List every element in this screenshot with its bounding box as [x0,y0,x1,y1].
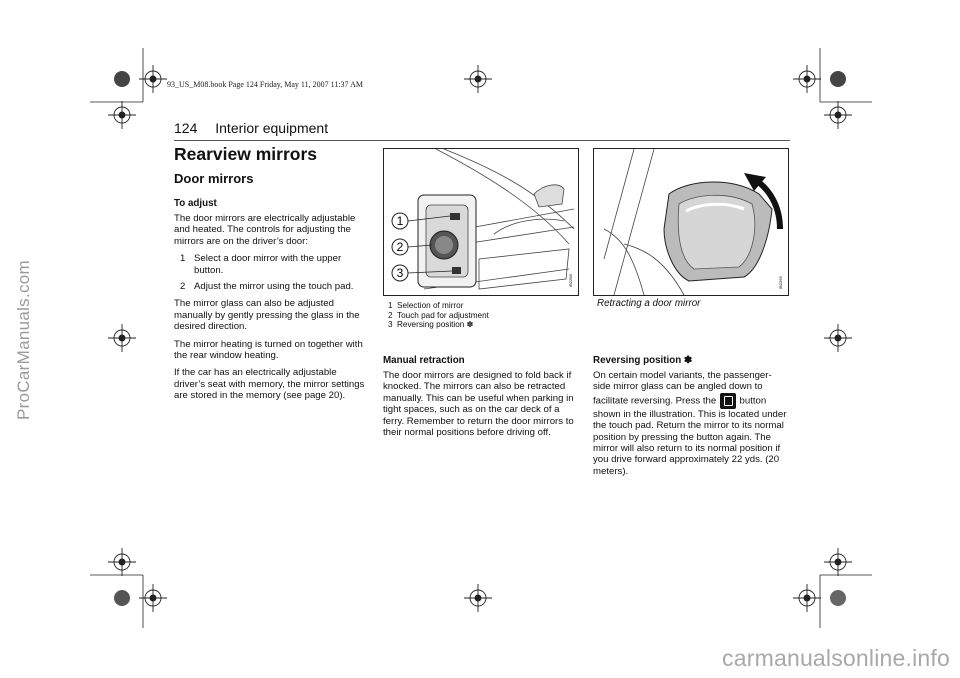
side-watermark: ProCarManuals.com [14,259,33,421]
section-subtitle: Door mirrors [174,171,254,186]
callout-2: 2 [396,240,404,254]
column-1-text [174,213,370,408]
intro-paragraph: The door mirrors are electrically adjustable and heated. The controls for adjusting the mirrors are on the driver’s door: [174,213,356,247]
paragraph: The door mirrors are designed to fold back if knocked. The mirrors can also be retracted manually. This can be useful when parking in tight spaces, such as on the car deck of a ferry. Remember to return the door mirrors to their normal positions before driving off. [383,370,574,439]
list-item: 2 Adjust the mirror using the touch pad. [180,281,354,293]
paragraph: The mirror glass can also be adjusted manually by gently pressing the glass in the desired direction. [174,298,360,333]
list-item: 1 Select a door mirror with the upper button. [180,253,342,276]
bottom-watermark: carmanualsonline.info [722,645,950,671]
callout-1: 1 [396,214,404,228]
page-title: Rearview mirrors [174,144,317,164]
door-controls-illustration [383,148,579,296]
retracting-mirror-illustration [593,148,789,296]
paragraph: The mirror heating is turned on together with the rear window heating. [174,338,363,362]
list-item: 2 Touch pad for adjustment [388,310,489,320]
column-2-text [383,370,579,444]
figure-code: IB2268 [568,274,573,287]
figure-1-captions [388,301,578,330]
figure-code: IB2269 [778,276,783,289]
reversing-position-heading: Reversing position ✽ [593,355,693,366]
callout-3: 3 [396,266,404,280]
paragraph: If the car has an electrically adjustable driver’s seat with memory, the mirror settings are stored in the memory (see page 20). [174,367,365,402]
section-title: Interior equipment [215,120,329,136]
book-info: 93_US_M08.book Page 124 Friday, May 11, 2007 11:37 AM [167,80,363,89]
list-item: 3 Reversing position ✽ [388,320,474,330]
page-header [174,120,328,136]
manual-retraction-heading: Manual retraction [383,355,465,366]
paragraph: On certain model variants, the passenger-side mirror glass can be angled down to facilitate reversing. Press the button shown in the illustration. This is located under the touch pad. Return the mirror to its normal position by pressing the button again. The mirror will also return to its normal position if you drive forward approximately 22 yds. (20 meters). [593,370,787,477]
page-number: 124 [174,120,198,136]
list-item: 1 Selection of mirror [388,301,464,310]
to-adjust-heading: To adjust [174,198,217,209]
steps-list [174,253,370,292]
column-3-text [593,370,789,483]
header-rule [174,140,790,141]
figure-2-caption: Retracting a door mirror [597,298,701,309]
reversing-button-icon [720,393,736,409]
